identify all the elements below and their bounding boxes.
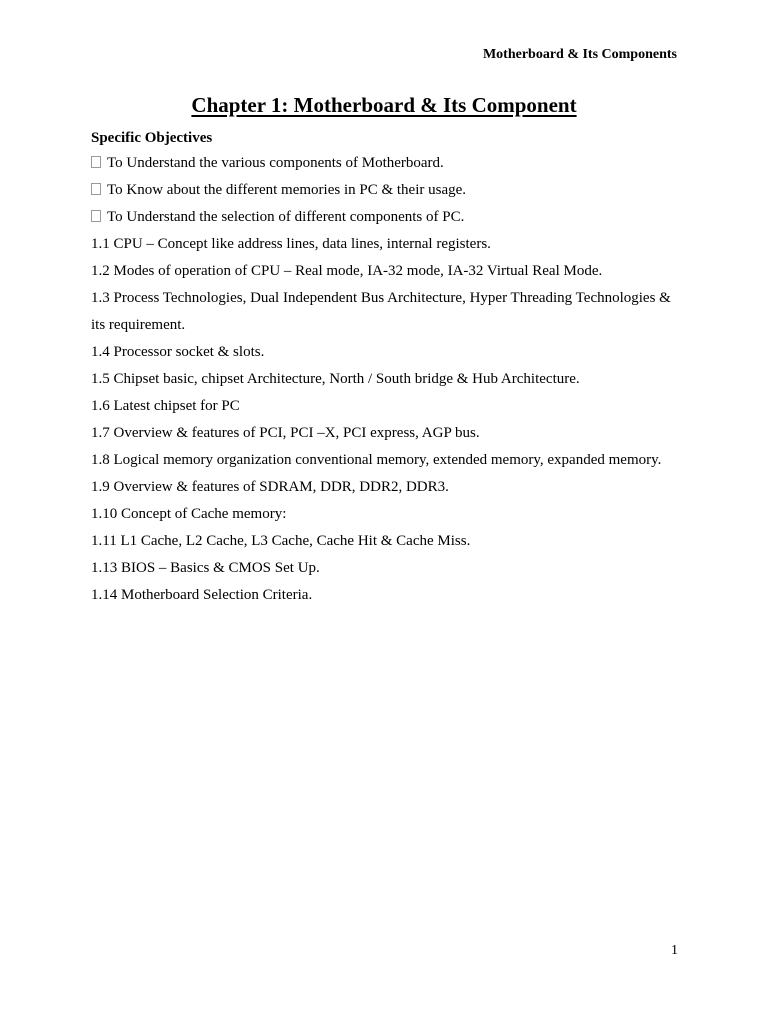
- running-header: Motherboard & Its Components: [482, 47, 677, 62]
- topic-item: 1.5 Chipset basic, chipset Architecture, North / South bridge & Hub Architecture.: [91, 371, 580, 387]
- topic-item: 1.8 Logical memory organization conventional memory, extended memory, expanded memory.: [91, 452, 662, 468]
- missing-glyph-box-icon: [91, 183, 101, 195]
- topic-item: 1.9 Overview & features of SDRAM, DDR, DDR2, DDR3.: [91, 479, 449, 495]
- objective-item: To Understand the various components of Motherboard.: [91, 150, 691, 177]
- topic-item: 1.10 Concept of Cache memory:: [91, 506, 287, 522]
- topic-item: 1.7 Overview & features of PCI, PCI –X, PCI express, AGP bus.: [91, 425, 480, 441]
- content-list: [91, 150, 691, 609]
- topic-item: 1.2 Modes of operation of CPU – Real mode, IA-32 mode, IA-32 Virtual Real Mode.: [91, 263, 603, 279]
- topic-item: 1.4 Processor socket & slots.: [91, 344, 265, 360]
- missing-glyph-box-icon: [91, 156, 101, 168]
- topic-item: 1.1 CPU – Concept like address lines, data lines, internal registers.: [91, 236, 491, 252]
- chapter-title: Chapter 1: Motherboard & Its Component: [191, 93, 577, 117]
- objective-item: To Understand the selection of different components of PC.: [91, 204, 691, 231]
- topic-item: 1.3 Process Technologies, Dual Independent Bus Architecture, Hyper Threading Technologies &: [91, 290, 671, 306]
- topic-item-continuation: its requirement.: [91, 317, 186, 333]
- topic-item: 1.14 Motherboard Selection Criteria.: [91, 587, 313, 603]
- missing-glyph-box-icon: [91, 210, 101, 222]
- page-number: 1: [671, 943, 678, 958]
- objective-item: To Know about the different memories in PC & their usage.: [91, 177, 691, 204]
- objectives-heading: Specific Objectives: [91, 130, 213, 146]
- topic-item: 1.11 L1 Cache, L2 Cache, L3 Cache, Cache Hit & Cache Miss.: [91, 533, 471, 549]
- topic-item: 1.13 BIOS – Basics & CMOS Set Up.: [91, 560, 320, 576]
- topic-item: 1.6 Latest chipset for PC: [91, 398, 240, 414]
